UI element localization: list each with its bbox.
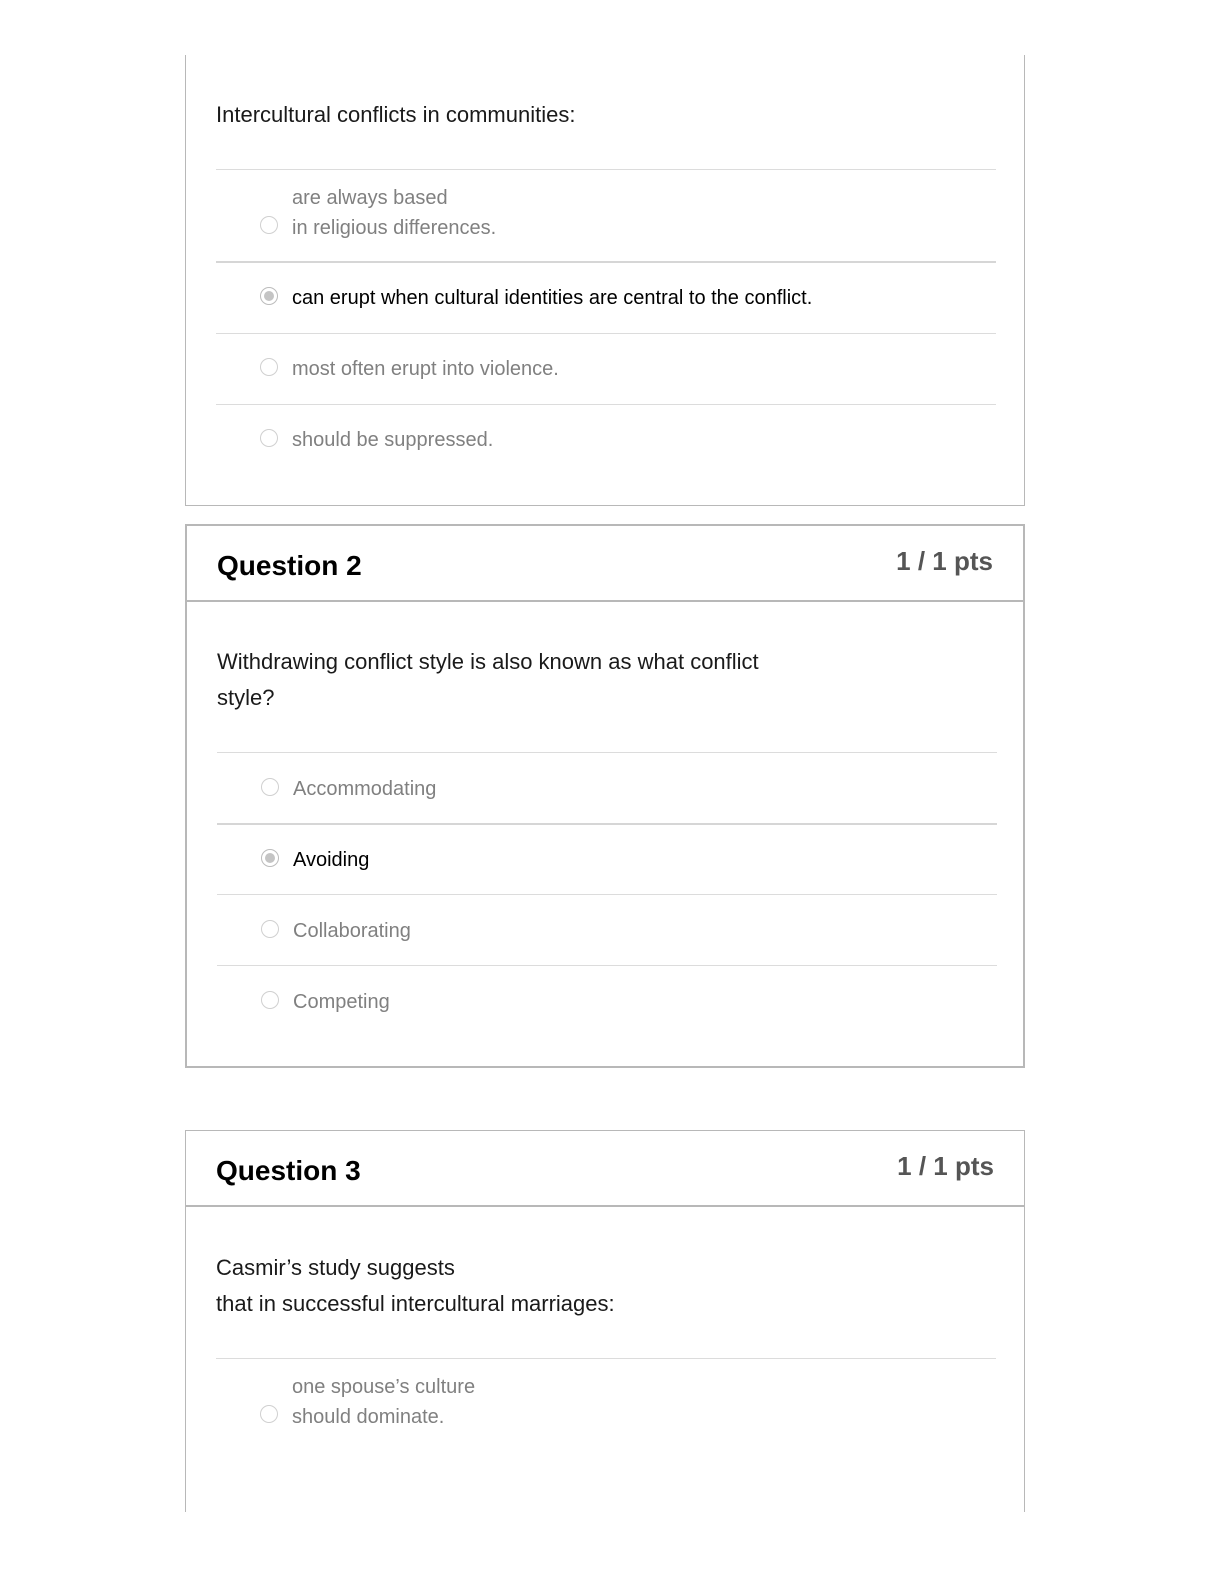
answer-option[interactable] <box>216 404 996 504</box>
answer-label: Collaborating <box>293 920 411 942</box>
radio-checked-icon[interactable] <box>261 849 279 867</box>
question-2-text: Withdrawing conflict style is also known as what conflict style? <box>217 649 759 710</box>
question-3-card <box>185 1130 1025 1512</box>
answer-option[interactable] <box>216 1358 996 1478</box>
answer-option[interactable] <box>217 965 997 1065</box>
answer-option-selected[interactable] <box>217 823 997 894</box>
answer-label: Accommodating <box>293 778 437 800</box>
question-1-text: Intercultural conflicts in communities: <box>216 102 576 127</box>
question-1-card <box>185 55 1025 506</box>
question-3-header <box>186 1131 1024 1207</box>
radio-icon[interactable] <box>260 429 278 447</box>
radio-icon[interactable] <box>260 358 278 376</box>
question-title: Question 2 <box>217 550 362 581</box>
answer-option[interactable] <box>216 169 996 261</box>
question-2-answers <box>217 752 997 1065</box>
radio-icon[interactable] <box>261 991 279 1009</box>
answer-option[interactable] <box>216 333 996 404</box>
question-2-card <box>185 524 1025 1068</box>
question-title: Question 3 <box>216 1155 361 1186</box>
radio-icon[interactable] <box>260 1405 278 1423</box>
question-1-answers <box>216 169 996 504</box>
answer-label: Competing <box>293 991 390 1013</box>
question-points: 1 / 1 pts <box>896 546 993 576</box>
answer-option[interactable] <box>217 752 997 823</box>
answer-option-selected[interactable] <box>216 261 996 333</box>
question-3-text: Casmir’s study suggests that in successful intercultural marriages: <box>216 1255 615 1316</box>
question-2-header <box>187 526 1023 602</box>
answer-label: are always based in religious differences. <box>292 187 497 239</box>
answer-label: should be suppressed. <box>292 429 494 451</box>
radio-icon[interactable] <box>260 216 278 234</box>
answer-label: Avoiding <box>293 849 370 871</box>
answer-label: one spouse’s culture should dominate. <box>292 1376 476 1428</box>
answer-label: most often erupt into violence. <box>292 358 559 380</box>
answer-option[interactable] <box>217 894 997 965</box>
answer-label: can erupt when cultural identities are central to the conflict. <box>292 287 813 309</box>
question-points: 1 / 1 pts <box>897 1151 994 1181</box>
radio-icon[interactable] <box>261 920 279 938</box>
radio-checked-icon[interactable] <box>260 287 278 305</box>
question-3-answers <box>216 1358 996 1478</box>
radio-icon[interactable] <box>261 778 279 796</box>
